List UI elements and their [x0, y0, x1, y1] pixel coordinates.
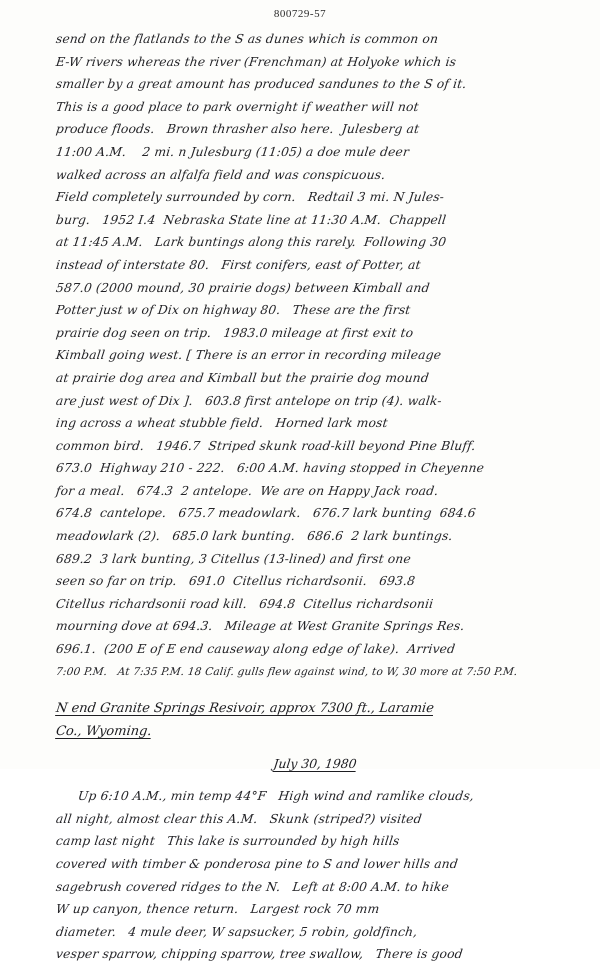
note-line: are just west of Dix ]. 603.8 first antelope on trip (4). walk- [55, 393, 443, 408]
note-line: at prairie dog area and Kimball but the prairie dog mound [55, 370, 430, 385]
note-line: 7:00 P.M. At 7:35 P.M. 18 Calif. gulls flew against wind, to W, 30 more at 7:50 P.M. [55, 665, 519, 678]
note-line: This is a good place to park overnight if weather will not [55, 99, 420, 114]
note-line: 696.1. (200 E of E end causeway along edge of lake). Arrived [55, 642, 456, 657]
note-line: produce floods. Brown thrasher also here. Julesberg at [55, 122, 421, 137]
note-line: W up canyon, thence return. Largest rock 70 mm [55, 902, 381, 917]
note-line: 587.0 (2000 mound, 30 prairie dogs) between Kimball and [55, 280, 431, 295]
note-line: walked across an alfalfa field and was conspicuous. [55, 167, 387, 182]
handwritten-notes-body [56, 28, 574, 966]
note-line: vesper sparrow, chipping sparrow, tree swallow, There is good [55, 947, 464, 962]
section-spacer [56, 743, 574, 752]
note-line: smaller by a great amount has produced sandunes to the S of it. [55, 77, 468, 92]
note-line: for a meal. 674.3 2 antelope. We are on Happy Jack road. [55, 483, 440, 498]
note-line: sagebrush covered ridges to the N. Left at 8:00 A.M. to hike [55, 879, 450, 894]
note-line: 689.2 3 lark bunting, 3 Citellus (13-lined) and first one [55, 551, 412, 566]
note-line: all night, almost clear this A.M. Skunk (striped?) visited [55, 811, 423, 826]
note-line: Field completely surrounded by corn. Redtail 3 mi. N Jules- [55, 190, 445, 205]
date-heading: July 30, 1980 [272, 756, 358, 772]
section-spacer [56, 776, 574, 785]
note-line: ing across a wheat stubble field. Horned lark most [55, 416, 389, 431]
page-number: 800729-57 [273, 8, 327, 20]
note-line: Citellus richardsonii road kill. 694.8 Citellus richardsonii [55, 596, 435, 611]
location-heading-line: N end Granite Springs Resivoir, approx 7300 ft., Laramie [55, 701, 435, 717]
note-line: 673.0 Highway 210 - 222. 6:00 A.M. having stopped in Cheyenne [55, 461, 485, 476]
location-heading-line: Co., Wyoming. [55, 724, 153, 740]
note-line: Up 6:10 A.M., min temp 44°F High wind and ramlike clouds, [77, 789, 475, 804]
note-line: send on the flatlands to the S as dunes which is common on [55, 32, 440, 46]
note-line: meadowlark (2). 685.0 lark bunting. 686.6 2 lark buntings. [55, 529, 454, 544]
note-line: diameter. 4 mule deer, W sapsucker, 5 robin, goldfinch, [55, 924, 419, 939]
note-line: at 11:45 A.M. Lark buntings along this rarely. Following 30 [55, 235, 448, 250]
note-line: 11:00 A.M. 2 mi. n Julesburg (11:05) a doe mule deer [55, 144, 410, 159]
note-line: 674.8 cantelope. 675.7 meadowlark. 676.7 lark bunting 684.6 [55, 506, 477, 521]
section-spacer [56, 683, 574, 697]
note-line: covered with timber & ponderosa pine to S and lower hills and [55, 857, 459, 871]
note-line: common bird. 1946.7 Striped skunk road-kill beyond Pine Bluff. [55, 438, 477, 453]
note-line: instead of interstate 80. First conifers, east of Potter, at [55, 257, 422, 272]
note-line: Kimball going west. [ There is an error in recording mileage [55, 348, 443, 363]
note-line: camp last night This lake is surrounded by high hills [55, 834, 401, 849]
note-line: mourning dove at 694.3. Mileage at West Granite Springs Res. [55, 619, 466, 634]
note-line: Potter just w of Dix on highway 80. These are the first [55, 303, 412, 318]
note-line: prairie dog seen on trip. 1983.0 mileage at first exit to [55, 325, 415, 340]
note-line: seen so far on trip. 691.0 Citellus richardsonii. 693.8 [55, 574, 417, 589]
note-line: burg. 1952 I.4 Nebraska State line at 11:30 A.M. Chappell [55, 212, 447, 227]
note-line: E-W rivers whereas the river (Frenchman) at Holyoke which is [55, 54, 457, 69]
